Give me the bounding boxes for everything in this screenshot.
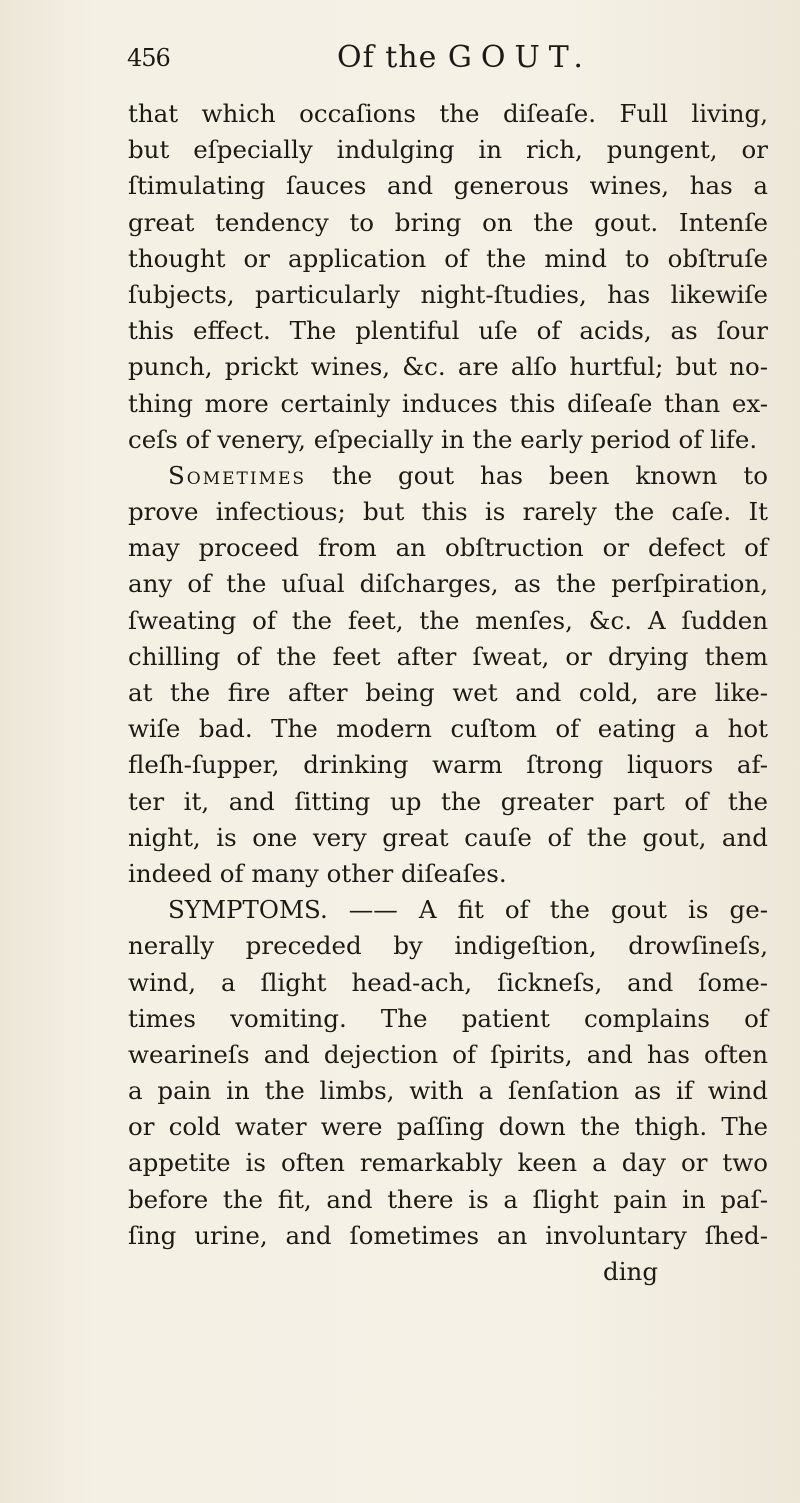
text-line: that which occaſions the diſeaſe. Full living, [128,99,768,128]
text-line: times vomiting. The patient complains of [128,1003,768,1033]
text-line: wearineſs and dejection of ſpirits, and has often [128,1039,768,1069]
running-title [337,40,592,75]
text-line-rest: the gout has been known to [332,460,768,490]
text-line: at the fire after being wet and cold, are like- [128,678,768,707]
text-line: ſweating of the feet, the menſes, &c. A ſudden [128,605,768,635]
text-line [128,458,768,494]
paragraph-symptoms [128,892,768,1290]
paragraph-lead-word: Sometimes [168,460,307,490]
text-line: ceſs of venery, eſpecially in the early period of life. [128,424,758,454]
text-line: nerally preceded by indigeſtion, drowſineſs, [128,931,768,961]
text-line: this effect. The plentiful uſe of acids, as ſour [128,316,768,346]
text-line: a pain in the limbs, with a ſenſation as if wind [128,1076,768,1106]
paragraph-infection [128,458,768,892]
catchword: ding [603,1257,658,1286]
text-line: thought or application of the mind to obſtruſe [128,243,768,273]
text-line: appetite is often remarkably keen a day or two [128,1148,768,1178]
text-line: punch, prickt wines, &c. are alſo hurtful; but no- [128,352,768,382]
text-line: great tendency to bring on the gout. Intenſe [128,207,768,237]
text-line: ſing urine, and ſometimes an involuntary ſhed- [128,1220,768,1250]
text-line: indeed of many other diſeaſes. [128,858,507,888]
text-line-rest: A fit of the gout is ge- [418,895,768,925]
text-line: chilling of the feet after ſweat, or drying them [128,641,768,671]
text-line: wind, a ſlight head-ach, ſickneſs, and ſome- [128,967,768,997]
text-line: ter it, and ſitting up the greater part of the [128,786,768,816]
paragraph-causes [128,96,768,458]
text-line: SYMPTOMS. —— A fit of the gout is ge- [168,895,768,925]
section-heading: SYMPTOMS. [168,895,328,925]
text-line: prove infectious; but this is rarely the caſe. It [128,497,768,527]
page-number: 456 [127,44,170,72]
text-line: wiſe bad. The modern cuſtom of eating a hot [128,714,768,744]
text-line: but eſpecially indulging in rich, pungent, or [128,135,768,165]
text-line: may proceed from an obſtruction or defect of [128,533,768,563]
page-header [127,40,747,80]
text-line: ſtimulating ſauces and generous wines, has a [128,171,768,201]
body-text [128,96,768,1290]
text-line: thing more certainly induces this diſeaſe than ex- [128,388,768,418]
text-line: ſubjects, particularly night-ſtudies, has likewiſe [128,279,768,309]
running-title-prefix: Of the [337,40,438,75]
text-line: fleſh-ſupper, drinking warm ſtrong liquors af- [128,750,768,780]
text-line: any of the uſual diſcharges, as the perſpiration, [128,569,768,599]
text-line: or cold water were paſſing down the thigh. The [128,1112,768,1142]
text-line: before the fit, and there is a ſlight pain in paſ- [128,1184,768,1214]
running-title-caps: GOUT. [447,40,592,75]
text-line: night, is one very great cauſe of the gout, and [128,822,768,852]
